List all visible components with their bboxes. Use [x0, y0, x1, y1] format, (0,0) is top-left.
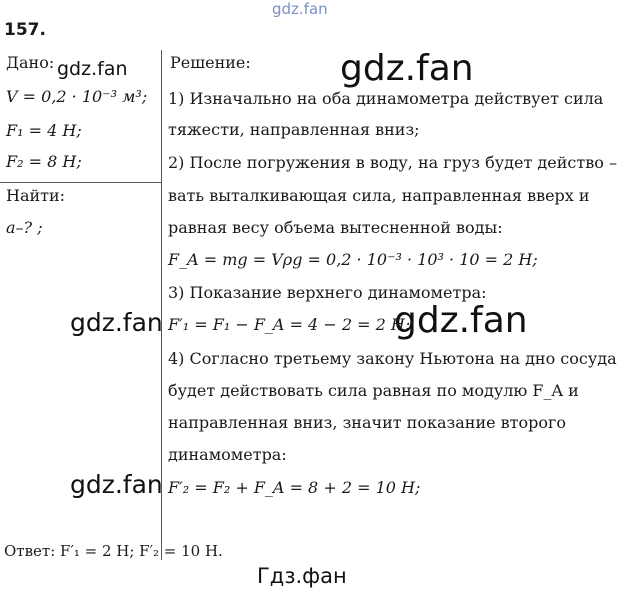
- watermark-top: gdz.fan: [272, 0, 328, 18]
- given-force-1: F₁ = 4 Н;: [6, 121, 82, 140]
- solution-label: Решение:: [170, 53, 251, 72]
- given-force-2: F₂ = 8 Н;: [6, 152, 82, 171]
- solution-line: 2) После погружения в воду, на груз будет действо –: [168, 153, 617, 172]
- solution-line: динамометра:: [168, 445, 287, 464]
- solution-line: равная весу объема вытесненной воды:: [168, 218, 503, 237]
- watermark-big-mid: gdz.fan: [394, 300, 528, 341]
- formula-second-dynamometer: F′₂ = F₂ + F_A = 8 + 2 = 10 Н;: [168, 478, 421, 497]
- solution-line: вать выталкивающая сила, направленная вверх и: [168, 186, 590, 205]
- solution-line: направленная вниз, значит показание второго: [168, 413, 567, 432]
- solution-line: 4) Согласно третьему закону Ньютона на дно сосуда: [168, 349, 617, 368]
- find-value: a–? ;: [6, 218, 43, 237]
- formula-archimedes: F_A = mg = Vρg = 0,2 · 10⁻³ · 10³ · 10 = 2 Н;: [168, 250, 538, 269]
- solution-line: тяжести, направленная вниз;: [168, 120, 420, 139]
- find-label: Найти:: [6, 186, 66, 205]
- problem-number: 157.: [4, 20, 46, 40]
- given-label: Дано:: [6, 53, 55, 72]
- watermark-left-bottom: gdz.fan: [70, 470, 163, 499]
- watermark-big-top: gdz.fan: [340, 48, 474, 89]
- formula-upper-dynamometer: F′₁ = F₁ − F_A = 4 − 2 = 2 Н;: [168, 315, 411, 334]
- watermark-left-mid: gdz.fan: [70, 308, 163, 337]
- solution-line: 1) Изначально на оба динамометра действует сила: [168, 89, 604, 108]
- table-divider-given-bottom: [0, 182, 161, 183]
- answer: Ответ: F′₁ = 2 Н; F′₂ = 10 Н.: [4, 542, 223, 560]
- watermark-given: gdz.fan: [57, 58, 128, 80]
- given-volume: V = 0,2 · 10⁻³ м³;: [6, 87, 148, 106]
- solution-line: 3) Показание верхнего динамометра:: [168, 283, 487, 302]
- solution-line: будет действовать сила равная по модулю F_A и: [168, 381, 579, 400]
- watermark-footer: Гдз.фан: [257, 564, 347, 588]
